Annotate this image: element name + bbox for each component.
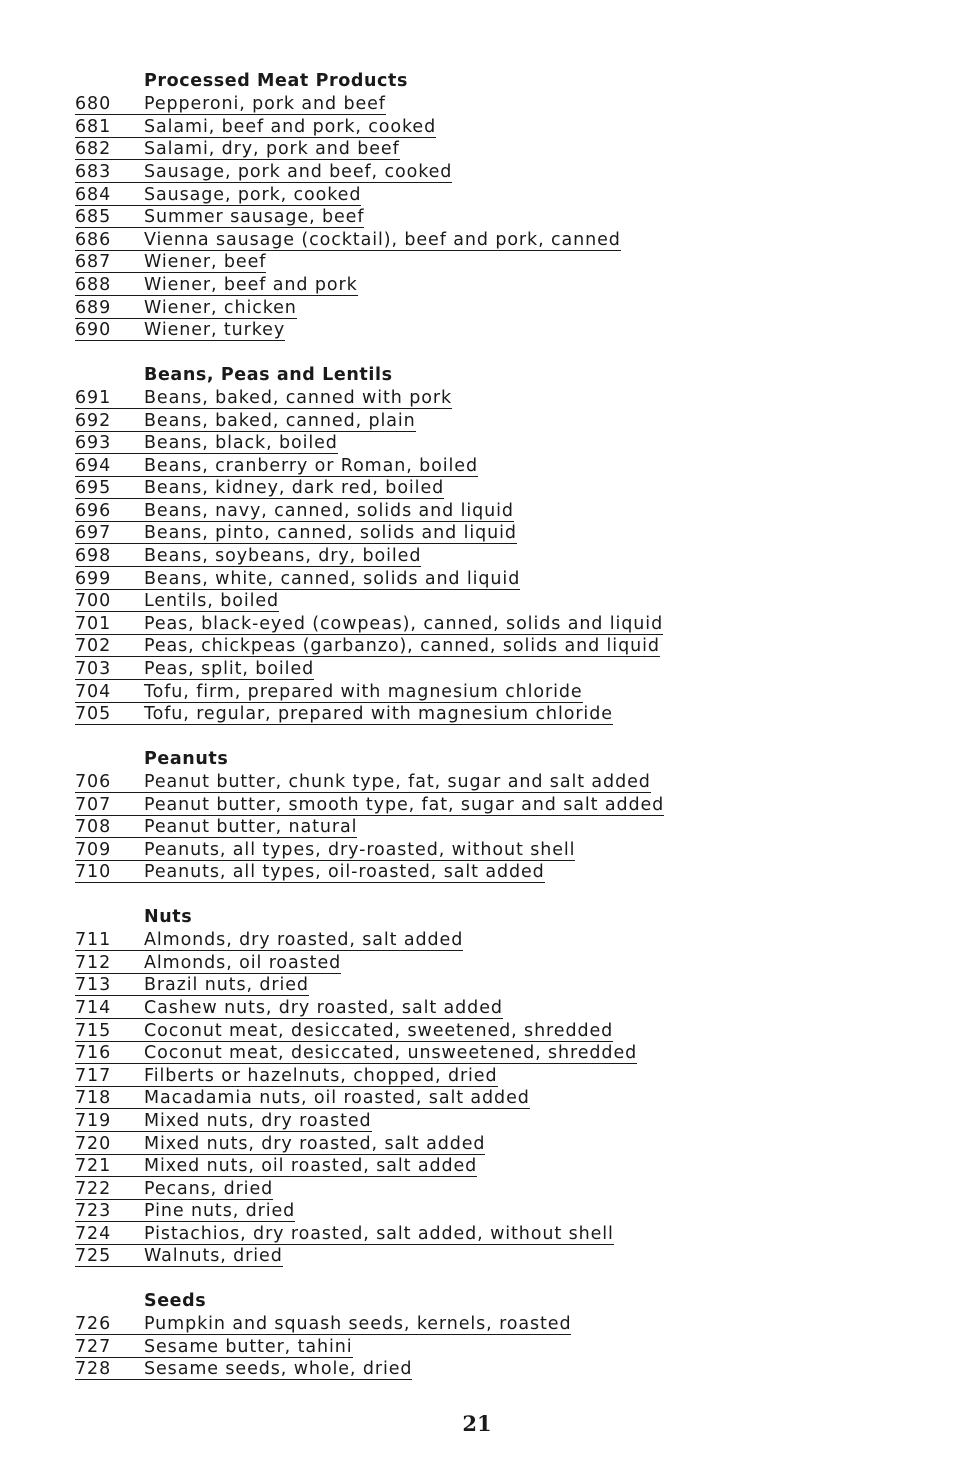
food-code: 688 [75,275,144,296]
food-item [75,657,895,680]
food-description: Wiener, turkey [144,320,286,341]
food-item [75,386,895,409]
food-item [75,1358,895,1381]
food-description: Peanuts, all types, dry-roasted, without shell [144,839,576,860]
food-code: 696 [75,501,144,522]
food-code: 684 [75,185,144,206]
section-heading: Nuts [144,906,193,927]
food-code: 707 [75,795,144,816]
food-section [75,748,895,884]
food-code: 726 [75,1314,144,1335]
food-item [75,499,895,522]
food-item [75,816,895,839]
page-number: 21 [462,1411,492,1436]
food-item [75,1200,895,1223]
food-section [75,1290,895,1380]
food-code: 703 [75,659,144,680]
food-item [75,1019,895,1042]
food-item [75,929,895,952]
food-code: 711 [75,930,144,951]
food-description: Beans, soybeans, dry, boiled [144,546,422,567]
food-description: Peanut butter, natural [144,817,358,838]
food-item [75,612,895,635]
food-description: Peas, split, boiled [144,659,315,680]
food-description: Salami, dry, pork and beef [144,139,400,160]
food-code: 718 [75,1088,144,1109]
food-description: Sausage, pork, cooked [144,184,362,205]
food-section [75,906,895,1268]
food-code: 728 [75,1359,144,1380]
food-description: Filberts or hazelnuts, chopped, dried [144,1065,498,1086]
food-code: 702 [75,636,144,657]
food-item [75,115,895,138]
food-code: 719 [75,1111,144,1132]
food-description: Tofu, firm, prepared with magnesium chloride [144,681,583,702]
food-code: 681 [75,117,144,138]
food-code: 722 [75,1179,144,1200]
food-item [75,703,895,726]
food-item [75,522,895,545]
food-description: Pecans, dried [144,1178,274,1199]
food-description: Mixed nuts, dry roasted, salt added [144,1133,486,1154]
food-item [75,206,895,229]
food-item [75,861,895,884]
food-code: 709 [75,840,144,861]
section-heading: Peanuts [144,748,229,769]
food-item [75,680,895,703]
food-code: 710 [75,862,144,883]
food-description: Coconut meat, desiccated, unsweetened, shredded [144,1043,638,1064]
food-description: Pistachios, dry roasted, salt added, without shell [144,1223,614,1244]
food-item [75,1042,895,1065]
food-item [75,1155,895,1178]
food-item [75,138,895,161]
food-code: 680 [75,94,144,115]
food-code: 698 [75,546,144,567]
food-code: 682 [75,139,144,160]
food-description: Coconut meat, desiccated, sweetened, shredded [144,1020,614,1041]
food-code: 692 [75,411,144,432]
food-item [75,1109,895,1132]
food-description: Peas, black-eyed (cowpeas), canned, solids and liquid [144,613,664,634]
food-description: Peanut butter, chunk type, fat, sugar and salt added [144,772,651,792]
food-description: Walnuts, dried [144,1246,283,1267]
food-description: Salami, beef and pork, cooked [144,116,437,137]
food-item [75,273,895,296]
food-item [75,1087,895,1110]
section-heading: Seeds [144,1291,207,1312]
food-item [75,93,895,116]
section-items [75,386,895,725]
food-description: Beans, kidney, dark red, boiled [144,478,445,499]
food-description: Peas, chickpeas (garbanzo), canned, solids and liquid [144,636,660,657]
food-item [75,1222,895,1245]
food-code: 693 [75,433,144,454]
section-items [75,929,895,1268]
food-item [75,1064,895,1087]
food-description: Pepperoni, pork and beef [144,94,386,115]
food-code: 706 [75,772,144,793]
food-code: 724 [75,1224,144,1245]
food-item [75,544,895,567]
food-item [75,477,895,500]
food-item [75,951,895,974]
food-item [75,1177,895,1200]
food-code: 716 [75,1043,144,1064]
food-description: Beans, cranberry or Roman, boiled [144,455,478,476]
food-code: 712 [75,953,144,974]
food-item [75,793,895,816]
food-item [75,996,895,1019]
food-description: Peanuts, all types, oil-roasted, salt added [144,862,545,883]
food-item [75,409,895,432]
food-description: Almonds, dry roasted, salt added [144,930,464,951]
food-description: Beans, white, canned, solids and liquid [144,568,521,589]
section-items [75,770,895,883]
food-description: Wiener, beef and pork [144,274,358,295]
food-description: Peanut butter, smooth type, fat, sugar and salt added [144,794,665,815]
food-item [75,838,895,861]
food-item [75,1132,895,1155]
food-description: Cashew nuts, dry roasted, salt added [144,997,503,1018]
food-code: 723 [75,1201,144,1222]
food-description: Tofu, regular, prepared with magnesium chloride [144,704,613,725]
section-heading: Processed Meat Products [144,71,409,91]
food-description: Almonds, oil roasted [144,952,342,973]
food-code: 715 [75,1021,144,1042]
food-code: 689 [75,298,144,319]
food-item [75,454,895,477]
food-code: 691 [75,388,144,409]
food-item [75,432,895,455]
food-code: 720 [75,1134,144,1155]
food-description: Beans, baked, canned with pork [144,387,452,408]
food-code: 708 [75,817,144,838]
food-code: 701 [75,614,144,635]
food-description: Beans, navy, canned, solids and liquid [144,500,514,521]
food-item [75,590,895,613]
food-item [75,1245,895,1268]
food-code: 697 [75,523,144,544]
food-section [75,364,895,726]
food-description: Summer sausage, beef [144,207,365,228]
food-item [75,296,895,319]
food-description: Sausage, pork and beef, cooked [144,161,453,182]
food-code: 685 [75,207,144,228]
food-code: 699 [75,569,144,590]
food-item [75,228,895,251]
food-description: Vienna sausage (cocktail), beef and pork, canned [144,229,621,250]
food-description: Lentils, boiled [144,591,280,612]
food-item [75,770,895,793]
food-description: Brazil nuts, dried [144,975,309,996]
section-items [75,1313,895,1381]
food-item [75,1313,895,1336]
food-item [75,183,895,206]
food-description: Beans, pinto, canned, solids and liquid [144,523,517,544]
food-description: Macadamia nuts, oil roasted, salt added [144,1088,530,1109]
food-code: 705 [75,704,144,725]
food-description: Wiener, beef [144,252,267,273]
food-description: Beans, black, boiled [144,433,338,454]
food-section [75,70,895,341]
food-item [75,319,895,342]
food-description: Sesame butter, tahini [144,1336,353,1357]
food-code: 727 [75,1337,144,1358]
food-code: 713 [75,975,144,996]
food-item [75,160,895,183]
food-code: 700 [75,591,144,612]
food-code: 690 [75,320,144,341]
food-description: Mixed nuts, oil roasted, salt added [144,1156,478,1177]
food-item [75,251,895,274]
section-items [75,93,895,342]
food-code: 725 [75,1246,144,1267]
food-code: 687 [75,252,144,273]
food-code: 694 [75,456,144,477]
food-description: Pine nuts, dried [144,1201,296,1222]
food-item [75,635,895,658]
food-code: 683 [75,162,144,183]
food-code-list [75,70,895,1380]
food-code: 717 [75,1066,144,1087]
food-description: Mixed nuts, dry roasted [144,1110,372,1131]
food-description: Beans, baked, canned, plain [144,410,416,431]
food-code: 686 [75,230,144,251]
food-item [75,567,895,590]
food-code: 695 [75,478,144,499]
food-description: Pumpkin and squash seeds, kernels, roasted [144,1314,572,1335]
food-item [75,1335,895,1358]
food-description: Sesame seeds, whole, dried [144,1359,413,1380]
food-description: Wiener, chicken [144,297,297,318]
food-code: 704 [75,682,144,703]
section-heading: Beans, Peas and Lentils [144,364,393,385]
food-item [75,974,895,997]
food-code: 714 [75,998,144,1019]
food-code: 721 [75,1156,144,1177]
